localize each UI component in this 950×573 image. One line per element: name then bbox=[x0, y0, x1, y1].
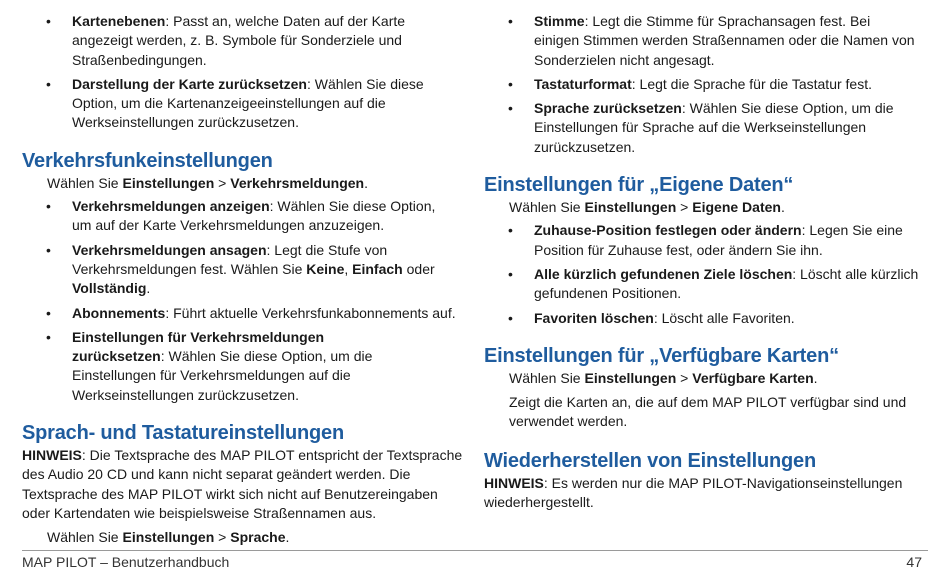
footer-divider bbox=[22, 550, 928, 551]
list-item: • Stimme: Legt die Stimme für Sprachansagen fest. Bei einigen Stimmen werden Straßennamen oder die Namen von Sonderzielen nicht angesagt. bbox=[508, 13, 915, 68]
list-item: • Tastaturformat: Legt die Sprache für die Tastatur fest. bbox=[484, 75, 934, 94]
note-paragraph: HINWEIS: Die Textsprache des MAP PILOT entspricht der Textsprache des Audio 20 CD und kann nicht separat geändert werden. Die Textsprache des MAP PILOT wirkt sich nicht auf Benutzereingaben oder Kartendaten wie beispielsweise Straßennamen aus. bbox=[22, 447, 463, 521]
bullet: • bbox=[508, 100, 513, 117]
section-heading-language: Sprach- und Tastatureinstellungen bbox=[22, 422, 344, 445]
my-data-list bbox=[484, 221, 924, 327]
section-intro: Wählen Sie Einstellungen > Verkehrsmeldungen. bbox=[47, 174, 368, 191]
section-heading-my-data: Einstellungen für „Eigene Daten“ bbox=[484, 174, 794, 197]
section-heading-traffic: Verkehrsfunkeinstellungen bbox=[22, 149, 273, 172]
right-column bbox=[484, 0, 924, 512]
bullet: • bbox=[46, 328, 51, 345]
list-item: • Sprache zurücksetzen: Wählen Sie diese Option, um die Einstellungen für Sprache auf die Werkseinstellungen zurückzusetzen. bbox=[508, 100, 894, 155]
list-item: • Zuhause-Position festlegen oder ändern: Legen Sie eine Position für Zuhause fest, oder ändern Sie ihn. bbox=[508, 222, 903, 258]
section-body: Zeigt die Karten an, die auf dem MAP PILOT verfügbar sind und verwendet werden. bbox=[509, 394, 907, 430]
left-column bbox=[22, 0, 467, 548]
section-intro: Wählen Sie Einstellungen > Eigene Daten. bbox=[509, 199, 785, 216]
bullet: • bbox=[46, 13, 51, 29]
list-item: • Alle kürzlich gefundenen Ziele löschen: Löscht alle kürzlich gefundenen Positionen. bbox=[508, 265, 919, 302]
bullet: • bbox=[508, 75, 513, 92]
section-intro: Wählen Sie Einstellungen > Verfügbare Karten. bbox=[509, 369, 818, 386]
list-item: • Abonnements: Führt aktuelle Verkehrsfunkabonnements auf. bbox=[22, 304, 467, 323]
list-item: • Kartenebenen: Passt an, welche Daten auf der Karte angezeigt werden, z. B. Symbole für Sonderziele und Straßenbedingungen. bbox=[46, 13, 406, 68]
bullet: • bbox=[46, 198, 51, 215]
language-settings-list bbox=[484, 12, 924, 157]
list-item: • Darstellung der Karte zurücksetzen: Wählen Sie diese Option, um die Kartenanzeigeeinstellungen auf die Werkseinstellungen zurückzusetzen. bbox=[46, 75, 424, 131]
page-number: 47 bbox=[906, 554, 922, 570]
bullet: • bbox=[46, 75, 51, 92]
list-item: • Verkehrsmeldungen anzeigen: Wählen Sie diese Option, um auf der Karte Verkehrsmeldungen anzuzeigen. bbox=[46, 198, 436, 234]
section-heading-restore: Wiederherstellen von Einstellungen bbox=[484, 449, 816, 472]
bullet: • bbox=[508, 309, 513, 326]
list-item: • Einstellungen für Verkehrsmeldungen zurücksetzen: Wählen Sie diese Option, um die Einstellungen für Verkehrsmeldungen auf die Werkseinstellungen zurückzusetzen. bbox=[46, 328, 373, 403]
bullet: • bbox=[508, 13, 513, 29]
traffic-settings-list bbox=[22, 197, 467, 405]
note-paragraph: HINWEIS: Es werden nur die MAP PILOT-Navigationseinstellungen wiederhergestellt. bbox=[484, 474, 903, 511]
footer-title: MAP PILOT – Benutzerhandbuch bbox=[22, 554, 230, 570]
bullet: • bbox=[46, 241, 51, 258]
list-item: • Favoriten löschen: Löscht alle Favoriten. bbox=[484, 309, 934, 328]
map-settings-list bbox=[22, 12, 467, 133]
bullet: • bbox=[508, 265, 513, 282]
bullet: • bbox=[508, 222, 513, 239]
list-item: • Verkehrsmeldungen ansagen: Legt die Stufe von Verkehrsmeldungen fest. Wählen Sie Keine, Einfach oder Vollständig. bbox=[46, 241, 435, 297]
section-intro: Wählen Sie Einstellungen > Sprache. bbox=[47, 529, 290, 546]
section-heading-available-maps: Einstellungen für „Verfügbare Karten“ bbox=[484, 344, 839, 367]
bullet: • bbox=[46, 304, 51, 321]
